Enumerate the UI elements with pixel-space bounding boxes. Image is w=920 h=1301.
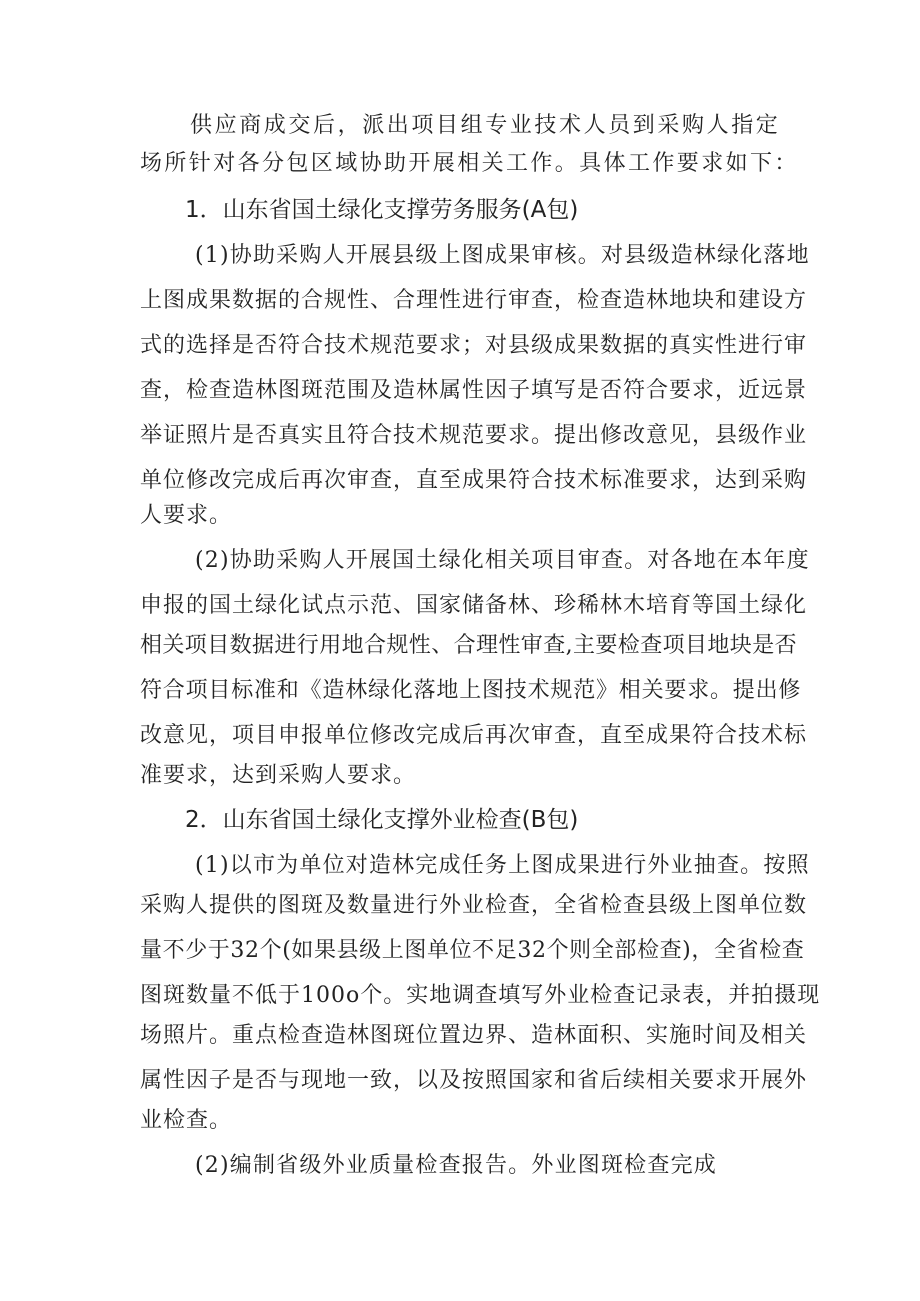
- paragraph-line: 业检查。: [140, 1108, 233, 1133]
- paragraph-line: (1)协助采购人开展县级上图成果审核。对县级造林绿化落地: [195, 243, 810, 268]
- paragraph-line: 场照片。重点检查造林图斑位置边界、造林面积、实施时间及相关: [140, 1023, 808, 1048]
- section-a-heading: 1．山东省国土绿化支撑劳务服务(A包): [185, 197, 579, 223]
- paragraph-line: 准要求，达到采购人要求。: [140, 763, 417, 788]
- paragraph-line: 上图成果数据的合规性、合理性进行审查，检查造林地块和建设方: [140, 288, 808, 313]
- paragraph-line: 人要求。: [140, 503, 233, 528]
- paragraph-line: (2)协助采购人开展国土绿化相关项目审查。对各地在本年度: [195, 548, 810, 573]
- paragraph-line: 相关项目数据进行用地合规性、合理性审查,主要检查项目地块是否: [140, 633, 797, 658]
- intro-line: 供应商成交后，派出项目组专业技术人员到采购人指定: [190, 113, 781, 138]
- paragraph-line: 量不少于32个(如果县级上图单位不足32个则全部检查)，全省检查: [140, 938, 805, 963]
- paragraph-line: 举证照片是否真实且符合技术规范要求。提出修改意见，县级作业: [140, 423, 808, 448]
- paragraph-line: 申报的国土绿化试点示范、国家储备林、珍稀林木培育等国土绿化: [140, 593, 808, 618]
- paragraph-line: 属性因子是否与现地一致，以及按照国家和省后续相关要求开展外: [140, 1068, 808, 1093]
- paragraph-line: 单位修改完成后再次审查，直至成果符合技术标准要求，达到采购: [140, 468, 808, 493]
- paragraph-line: 图斑数量不低于100o个。实地调查填写外业检查记录表，并拍摄现: [140, 983, 821, 1008]
- intro-line: 场所针对各分包区域协助开展相关工作。具体工作要求如下：: [140, 151, 799, 176]
- paragraph-line: 改意见，项目申报单位修改完成后再次审查，直至成果符合技术标: [140, 723, 808, 748]
- paragraph-line: 符合项目标准和《造林绿化落地上图技术规范》相关要求。提出修: [140, 678, 802, 703]
- paragraph-line: (1)以市为单位对造林完成任务上图成果进行外业抽查。按照: [195, 853, 810, 878]
- paragraph-line: 查，检查造林图斑范围及造林属性因子填写是否符合要求，近远景: [140, 378, 808, 403]
- paragraph-line: 式的选择是否符合技术规范要求；对县级成果数据的真实性进行审: [140, 333, 808, 358]
- paragraph-line: 采购人提供的图斑及数量进行外业检查，全省检查县级上图单位数: [140, 893, 808, 918]
- section-b-heading: 2．山东省国土绿化支撑外业检查(B包): [185, 807, 579, 833]
- paragraph-line: (2)编制省级外业质量检查报告。外业图斑检查完成: [195, 1153, 717, 1178]
